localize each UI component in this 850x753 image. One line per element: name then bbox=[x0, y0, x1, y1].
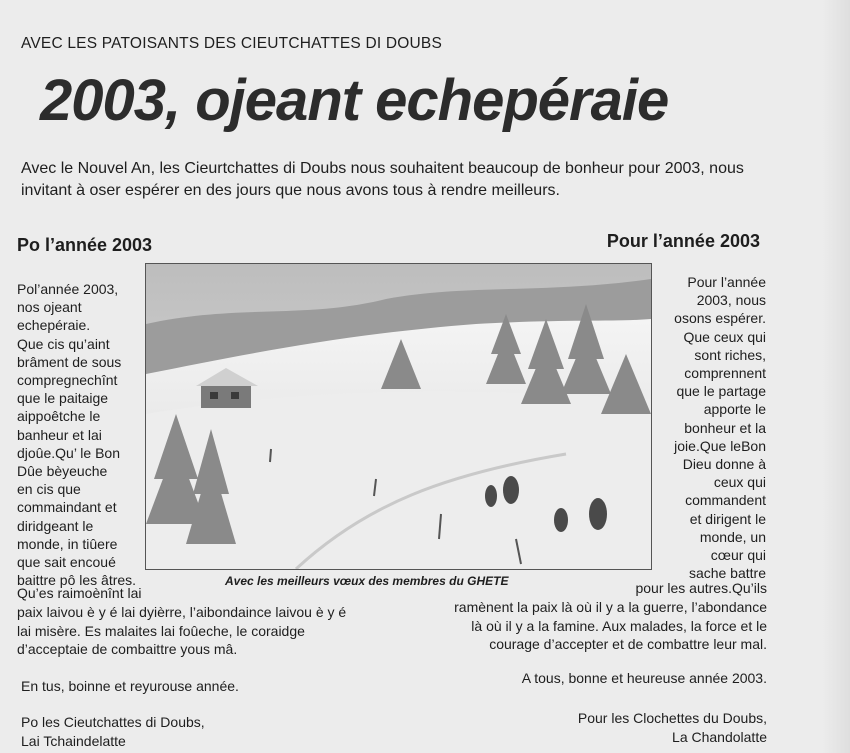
left-line: compregnechînt bbox=[17, 372, 118, 389]
intro-paragraph: Avec le Nouvel An, les Cieurtchattes di Doubs nous souhaitent beaucoup de bonheur pour 2003, nous invitant à oser espérer en des jours que nous avons tous à rendre meilleurs. bbox=[21, 160, 744, 199]
left-line: diridgeant le bbox=[17, 517, 94, 534]
right-greeting: A tous, bonne et heureuse année 2003. bbox=[521, 670, 767, 686]
right-cont-line: pour les autres.Qu’ils bbox=[635, 580, 767, 596]
left-line: nos ojeant bbox=[17, 299, 82, 316]
right-line: bonheur et la bbox=[684, 419, 766, 436]
left-line: commaindant et bbox=[17, 499, 117, 516]
left-cont-line: lai misère. Es malaites lai foûeche, le coraidge bbox=[17, 622, 305, 639]
left-line: baittre pô les âtres. bbox=[17, 572, 137, 589]
winter-scene-image bbox=[146, 264, 651, 569]
right-cont-line: courage d’accepter et de combattre leur mal. bbox=[489, 636, 767, 653]
right-line: sache battre bbox=[688, 565, 766, 582]
right-column-title: Pour l’année 2003 bbox=[606, 231, 760, 251]
right-signature bbox=[578, 709, 767, 747]
left-line: aippoêtche le bbox=[17, 408, 101, 425]
left-line: djoûe.Qu’ le Bon bbox=[17, 444, 120, 461]
left-line: que sait encoué bbox=[17, 554, 116, 571]
left-line: Dûe bèyeuche bbox=[17, 463, 108, 480]
right-column-text bbox=[652, 273, 766, 582]
left-greeting: En tus, boinne et reyurouse année. bbox=[21, 678, 239, 694]
winter-illustration bbox=[145, 263, 652, 570]
kicker: AVEC LES PATOISANTS DES CIEUTCHATTES DI DOUBS bbox=[21, 35, 442, 52]
right-line: Pour l’année bbox=[687, 274, 766, 290]
right-line: commandent bbox=[685, 492, 766, 509]
left-line: en cis que bbox=[17, 481, 81, 498]
left-signature-line: Po les Cieutchattes di Doubs, bbox=[21, 714, 205, 730]
right-line: que le partage bbox=[676, 383, 766, 400]
left-line: monde, in tiûere bbox=[17, 535, 118, 552]
right-signature-line: La Chandolatte bbox=[672, 729, 767, 745]
right-line: Dieu donne à bbox=[682, 456, 766, 473]
left-signature-line: Lai Tchaindelatte bbox=[21, 733, 126, 749]
right-line: comprennent bbox=[684, 365, 766, 382]
right-signature-line: Pour les Clochettes du Doubs, bbox=[577, 710, 767, 726]
left-column-title: Po l’année 2003 bbox=[17, 235, 153, 255]
right-line: monde, un bbox=[699, 528, 766, 545]
left-line: que le paitaige bbox=[17, 390, 109, 407]
picture-caption: Avec les meilleurs vœux des membres du GHETE bbox=[225, 574, 509, 588]
left-cont-line: Qu’es raimoènînt lai bbox=[17, 585, 142, 601]
left-line: Pol’année 2003, bbox=[17, 281, 119, 297]
left-line: echepéraie. bbox=[17, 317, 91, 334]
right-line: ceux qui bbox=[713, 474, 766, 491]
right-line: osons espérer. bbox=[674, 310, 766, 327]
left-signature bbox=[21, 713, 205, 751]
right-cont-line: là où il y a la famine. Aux malades, la force et le bbox=[471, 617, 767, 634]
left-line: banheur et lai bbox=[17, 426, 102, 443]
right-line: et dirigent le bbox=[689, 510, 766, 527]
left-continuation-text bbox=[17, 584, 397, 659]
right-continuation-text bbox=[405, 579, 767, 654]
scan-edge-shadow bbox=[822, 0, 850, 753]
right-line: joie.Que leBon bbox=[674, 437, 766, 454]
left-column-text bbox=[17, 280, 144, 589]
right-line: 2003, nous bbox=[696, 292, 766, 309]
left-cont-line: paix laivou è y é lai dyièrre, l’aibondaince laivou è y é bbox=[17, 603, 347, 620]
left-line: Que cis qu’aint bbox=[17, 335, 110, 352]
right-cont-line: ramènent la paix là où il y a la guerre, l’abondance bbox=[454, 598, 767, 615]
left-cont-line: d’acceptaie de combaittre yous mâ. bbox=[17, 641, 238, 658]
left-line: brâment de sous bbox=[17, 353, 122, 370]
right-line: sont riches, bbox=[694, 346, 766, 363]
right-line: apporte le bbox=[703, 401, 766, 418]
right-line: cœur qui bbox=[710, 547, 766, 564]
headline: 2003, ojeant echepéraie bbox=[40, 68, 669, 133]
right-line: Que ceux qui bbox=[683, 328, 766, 345]
